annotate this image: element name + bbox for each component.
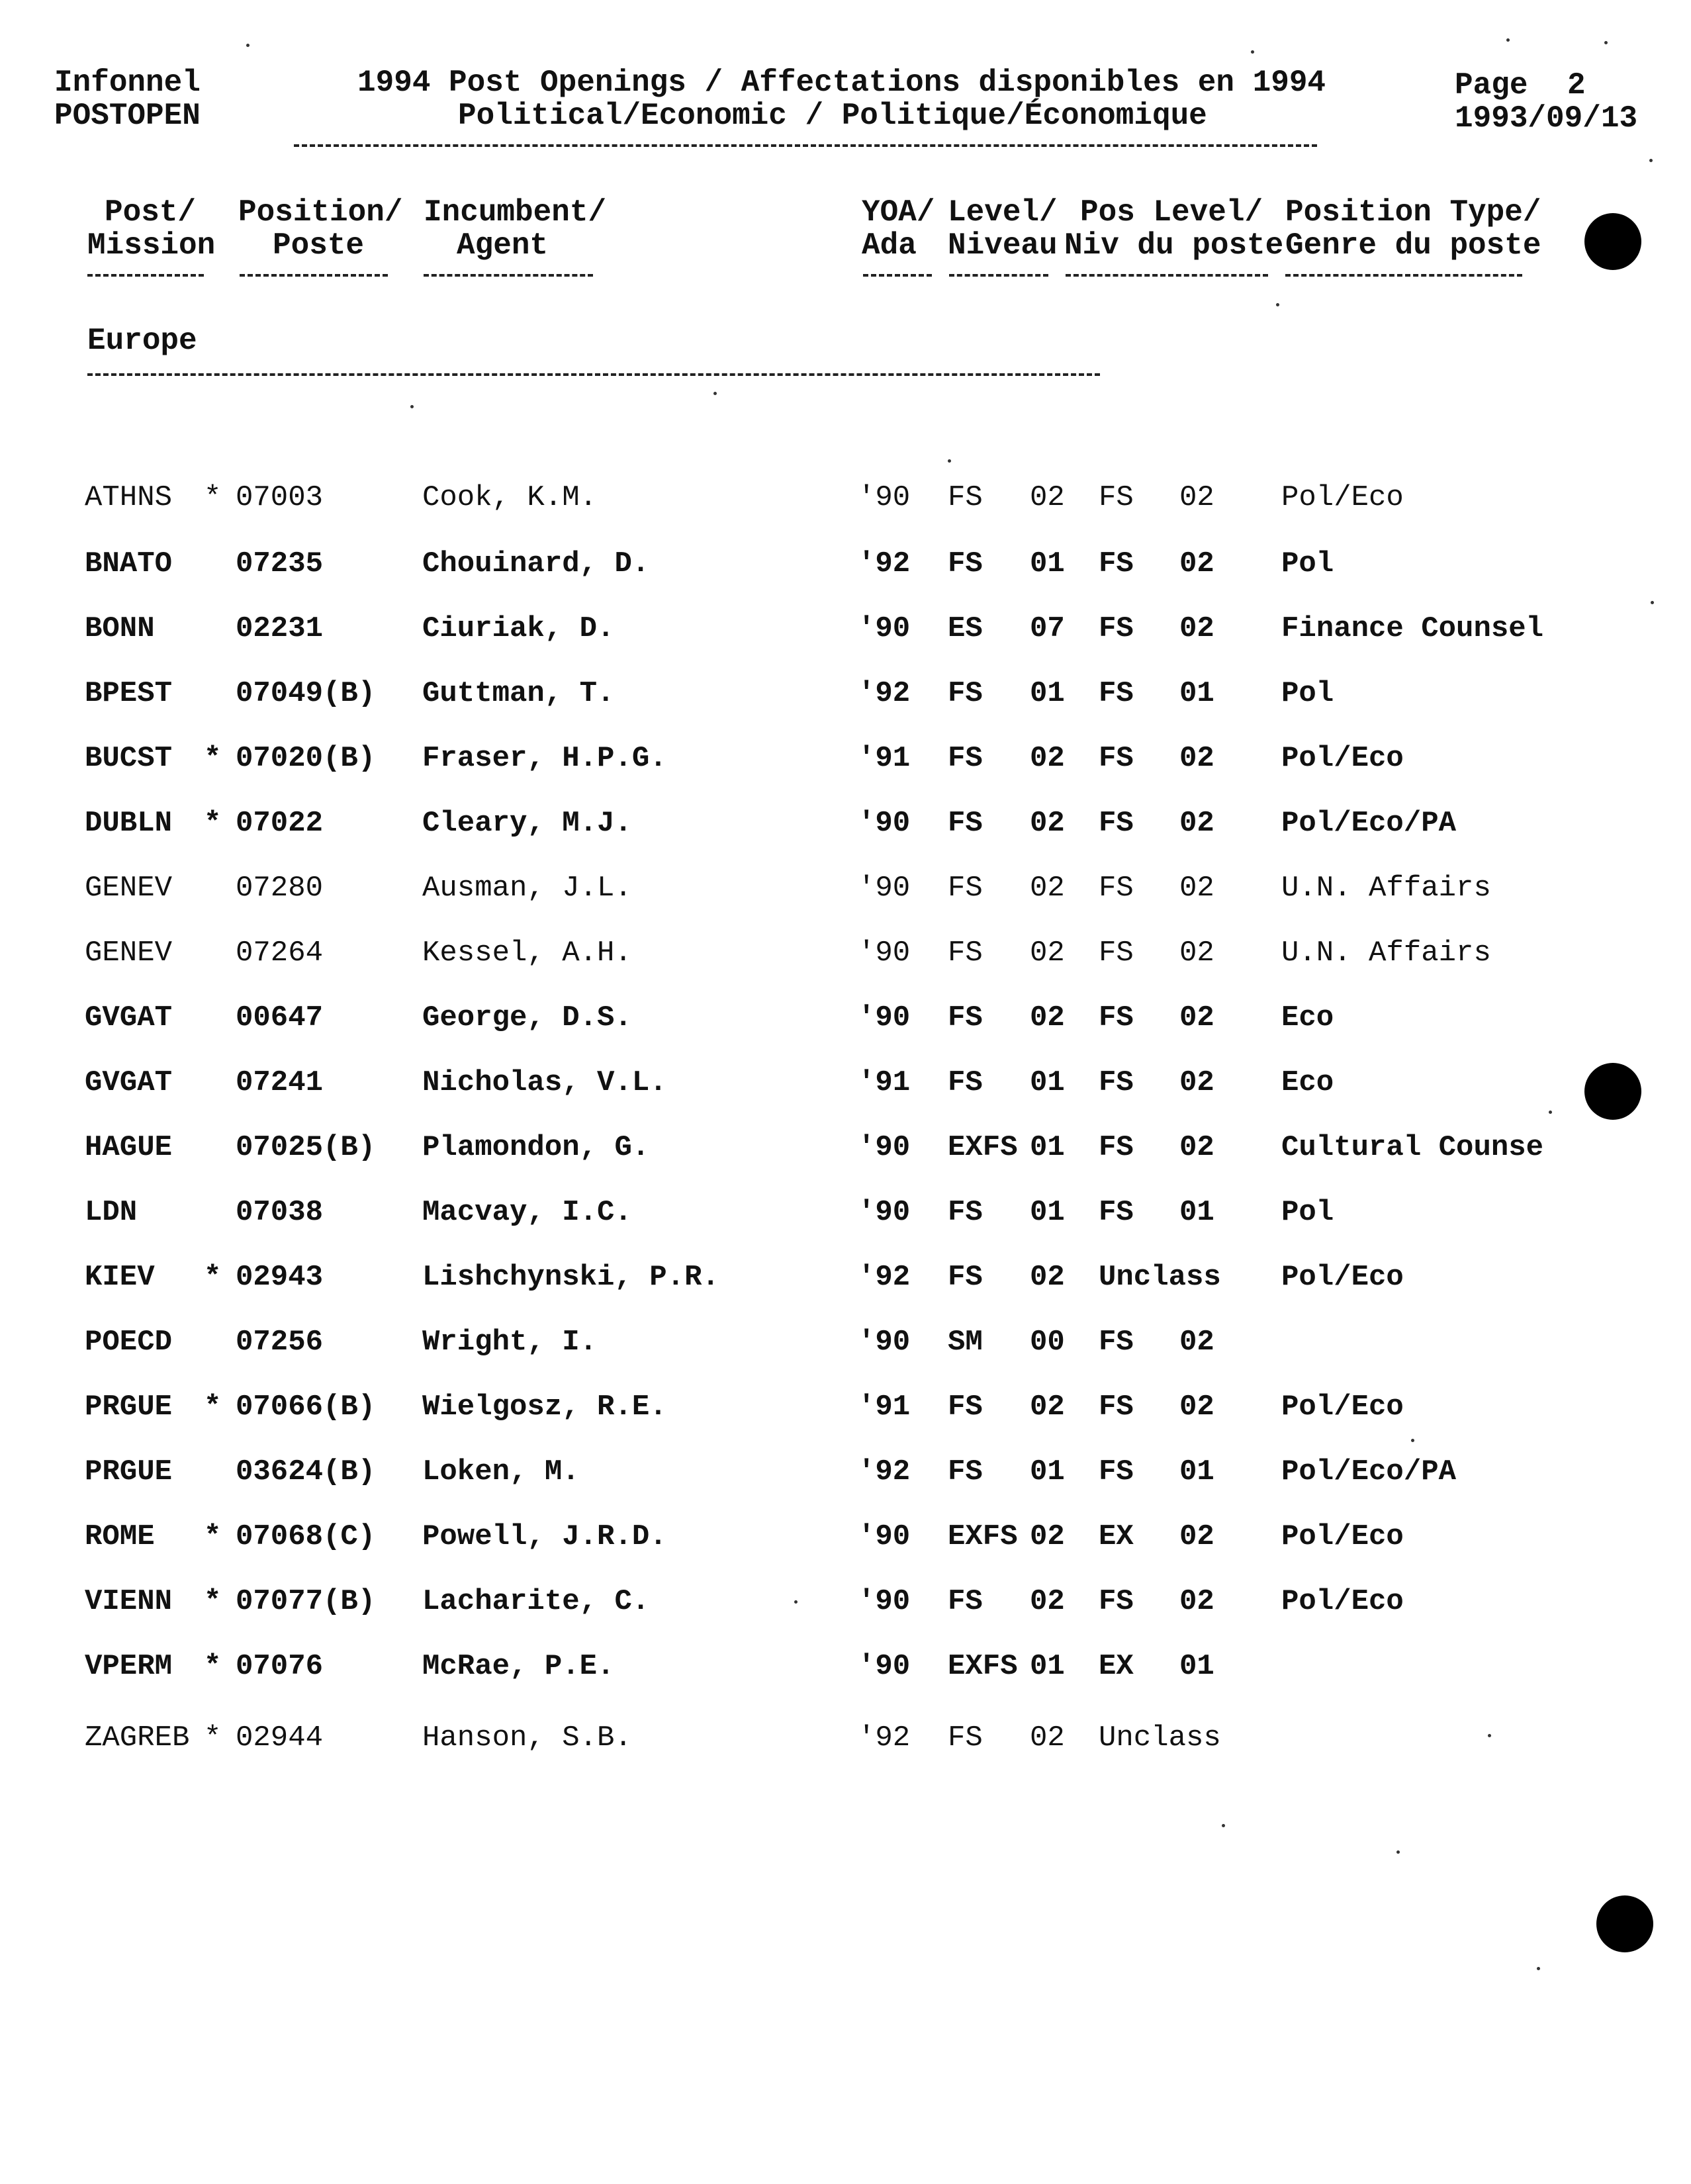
position-level-group: FS [1099, 936, 1134, 970]
incumbent-name: Cook, K.M. [422, 481, 598, 514]
page-label: Page [1455, 68, 1528, 103]
position-level-number: 02 [1179, 872, 1214, 905]
position-level-group: FS [1099, 1196, 1134, 1229]
scan-speck [1488, 1734, 1491, 1737]
post-code: ZAGREB [85, 1721, 190, 1754]
table-row [0, 478, 1691, 518]
col-yoa-fr: Ada [862, 228, 917, 263]
position-number: 07038 [236, 1196, 324, 1229]
title-underline [294, 144, 1317, 147]
post-code: GVGAT [85, 1001, 173, 1034]
level-group: ES [948, 612, 983, 645]
table-row [0, 609, 1691, 649]
incumbent-name: Kessel, A.H. [422, 936, 632, 970]
position-level-group: FS [1099, 807, 1134, 840]
col-position-fr: Poste [273, 228, 365, 263]
position-type: Pol/Eco [1281, 1390, 1404, 1424]
position-number: 07049(B) [236, 677, 376, 710]
position-level-number: 01 [1179, 1455, 1214, 1488]
table-row [0, 1647, 1691, 1686]
table-row [0, 1452, 1691, 1492]
position-type: U.N. Affairs [1281, 936, 1491, 970]
incumbent-name: George, D.S. [422, 1001, 632, 1034]
level-number: 02 [1030, 1585, 1065, 1618]
position-level-group: FS [1099, 1001, 1134, 1034]
position-type: Pol [1281, 1196, 1334, 1229]
position-level-group: FS [1099, 547, 1134, 580]
report-title: 1994 Post Openings / Affectations disponibles en 1994 [357, 66, 1326, 100]
position-level-number: 02 [1179, 547, 1214, 580]
position-level-number: 02 [1179, 1585, 1214, 1618]
level-number: 02 [1030, 872, 1065, 905]
page-number: 2 [1567, 68, 1586, 103]
position-level-group: Unclass [1099, 1721, 1221, 1754]
scan-speck [1537, 1967, 1540, 1970]
level-number: 02 [1030, 936, 1065, 970]
level-group: SM [948, 1326, 983, 1359]
level-number: 02 [1030, 481, 1065, 514]
year-of-assignment: '90 [858, 1196, 911, 1229]
position-level-number: 02 [1179, 742, 1214, 775]
scan-speck [1649, 159, 1653, 162]
scan-speck [1276, 303, 1279, 306]
col-post-rule [87, 274, 204, 277]
level-number: 01 [1030, 1131, 1065, 1164]
position-level-number: 02 [1179, 936, 1214, 970]
post-code: PRGUE [85, 1390, 173, 1424]
position-number: 07241 [236, 1066, 324, 1099]
scan-speck [1651, 601, 1654, 604]
year-of-assignment: '90 [858, 612, 911, 645]
incumbent-name: Ciuriak, D. [422, 612, 615, 645]
level-group: FS [948, 1455, 983, 1488]
position-number: 00647 [236, 1001, 324, 1034]
year-of-assignment: '90 [858, 481, 911, 514]
post-code: GENEV [85, 936, 173, 970]
post-code: VPERM [85, 1650, 173, 1683]
incumbent-name: Wright, I. [422, 1326, 598, 1359]
scan-speck [1506, 38, 1510, 42]
year-of-assignment: '92 [858, 1721, 911, 1754]
col-level-en: Level/ [948, 195, 1058, 230]
table-row [0, 674, 1691, 713]
scan-speck [410, 405, 414, 408]
level-number: 00 [1030, 1326, 1065, 1359]
col-position-rule [240, 274, 388, 277]
col-poslevel-en: Pos Level/ [1080, 195, 1263, 230]
position-level-number: 02 [1179, 481, 1214, 514]
flag-marker: * [204, 1650, 222, 1683]
position-type: Pol/Eco [1281, 1585, 1404, 1618]
scan-speck [1411, 1439, 1414, 1442]
level-group: FS [948, 1390, 983, 1424]
position-level-number: 01 [1179, 1196, 1214, 1229]
position-type: Cultural Counse [1281, 1131, 1544, 1164]
col-yoa-en: YOA/ [862, 195, 935, 230]
incumbent-name: Fraser, H.P.G. [422, 742, 667, 775]
position-type: Eco [1281, 1001, 1334, 1034]
position-type: Pol [1281, 677, 1334, 710]
punch-hole-top [1584, 213, 1641, 270]
position-type: Pol/Eco [1281, 742, 1404, 775]
punch-hole-middle [1584, 1063, 1641, 1120]
scan-speck [948, 459, 951, 463]
level-group: EXFS [948, 1131, 1018, 1164]
table-row [0, 1322, 1691, 1362]
system-name: Infonnel [54, 66, 201, 100]
position-number: 07280 [236, 872, 324, 905]
position-number: 07020(B) [236, 742, 376, 775]
year-of-assignment: '92 [858, 1455, 911, 1488]
table-row [0, 803, 1691, 843]
position-level-number: 02 [1179, 1520, 1214, 1553]
year-of-assignment: '92 [858, 677, 911, 710]
position-level-group: FS [1099, 612, 1134, 645]
position-number: 07235 [236, 547, 324, 580]
position-level-number: 01 [1179, 677, 1214, 710]
table-row [0, 1257, 1691, 1297]
position-level-group: FS [1099, 481, 1134, 514]
level-group: FS [948, 1196, 983, 1229]
level-number: 07 [1030, 612, 1065, 645]
position-number: 02943 [236, 1261, 324, 1294]
level-group: FS [948, 1001, 983, 1034]
post-code: BNATO [85, 547, 173, 580]
position-level-number: 02 [1179, 1390, 1214, 1424]
position-level-group: EX [1099, 1650, 1134, 1683]
level-number: 01 [1030, 547, 1065, 580]
position-level-group: FS [1099, 872, 1134, 905]
position-number: 07066(B) [236, 1390, 376, 1424]
year-of-assignment: '91 [858, 1066, 911, 1099]
level-group: FS [948, 547, 983, 580]
position-number: 07068(C) [236, 1520, 376, 1553]
scan-speck [1604, 41, 1608, 44]
position-level-number: 01 [1179, 1650, 1214, 1683]
incumbent-name: Lishchynski, P.R. [422, 1261, 719, 1294]
position-level-group: FS [1099, 677, 1134, 710]
year-of-assignment: '92 [858, 547, 911, 580]
position-number: 07025(B) [236, 1131, 376, 1164]
position-level-group: FS [1099, 1326, 1134, 1359]
year-of-assignment: '90 [858, 807, 911, 840]
level-group: EXFS [948, 1650, 1018, 1683]
col-yoa-rule [863, 274, 932, 277]
post-code: POECD [85, 1326, 173, 1359]
level-number: 01 [1030, 1196, 1065, 1229]
post-code: ATHNS [85, 481, 173, 514]
post-code: BONN [85, 612, 155, 645]
position-number: 07256 [236, 1326, 324, 1359]
year-of-assignment: '91 [858, 742, 911, 775]
col-type-rule [1285, 274, 1522, 277]
position-level-number: 02 [1179, 1066, 1214, 1099]
post-code: BPEST [85, 677, 173, 710]
post-code: HAGUE [85, 1131, 173, 1164]
year-of-assignment: '90 [858, 1650, 911, 1683]
position-type: Pol/Eco [1281, 1520, 1404, 1553]
position-type: Pol/Eco [1281, 1261, 1404, 1294]
level-group: FS [948, 936, 983, 970]
incumbent-name: McRae, P.E. [422, 1650, 615, 1683]
table-row [0, 1193, 1691, 1232]
incumbent-name: Lacharite, C. [422, 1585, 650, 1618]
incumbent-name: Macvay, I.C. [422, 1196, 632, 1229]
report-subtitle: Political/Economic / Politique/Économique [458, 99, 1207, 133]
position-number: 02944 [236, 1721, 324, 1754]
table-row [0, 1063, 1691, 1103]
col-level-rule [949, 274, 1048, 277]
post-code: GVGAT [85, 1066, 173, 1099]
level-number: 01 [1030, 1650, 1065, 1683]
scan-speck [713, 392, 717, 395]
level-group: FS [948, 481, 983, 514]
flag-marker: * [204, 1261, 222, 1294]
table-row [0, 544, 1691, 584]
level-group: FS [948, 1585, 983, 1618]
punch-hole-bottom [1596, 1895, 1653, 1952]
scan-speck [1396, 1850, 1400, 1854]
col-level-fr: Niveau [948, 228, 1058, 263]
incumbent-name: Wielgosz, R.E. [422, 1390, 667, 1424]
table-row [0, 1582, 1691, 1621]
position-level-group: FS [1099, 1455, 1134, 1488]
col-incumbent-rule [424, 274, 593, 277]
position-level-number: 02 [1179, 1326, 1214, 1359]
level-group: FS [948, 1721, 983, 1754]
scan-speck [1251, 50, 1254, 54]
incumbent-name: Loken, M. [422, 1455, 580, 1488]
section-heading: Europe [87, 324, 197, 358]
post-code: KIEV [85, 1261, 155, 1294]
scan-speck [1549, 1111, 1552, 1114]
position-type: Eco [1281, 1066, 1334, 1099]
level-number: 02 [1030, 1390, 1065, 1424]
col-incumbent-fr: Agent [457, 228, 549, 263]
position-level-group: FS [1099, 1131, 1134, 1164]
table-row [0, 1387, 1691, 1427]
scan-speck [246, 44, 250, 47]
level-number: 01 [1030, 1066, 1065, 1099]
col-post-en: Post/ [105, 195, 197, 230]
flag-marker: * [204, 1520, 222, 1553]
year-of-assignment: '90 [858, 1585, 911, 1618]
year-of-assignment: '90 [858, 1520, 911, 1553]
position-level-number: 02 [1179, 1001, 1214, 1034]
col-poslevel-rule [1066, 274, 1268, 277]
section-rule [87, 373, 1100, 376]
level-group: FS [948, 677, 983, 710]
level-group: FS [948, 1261, 983, 1294]
position-number: 07022 [236, 807, 324, 840]
position-type: Finance Counsel [1281, 612, 1544, 645]
flag-marker: * [204, 481, 222, 514]
col-poslevel-fr: Niv du poste [1064, 228, 1284, 263]
scan-speck [1222, 1824, 1225, 1827]
incumbent-name: Chouinard, D. [422, 547, 650, 580]
position-type: U.N. Affairs [1281, 872, 1491, 905]
level-group: EXFS [948, 1520, 1018, 1553]
level-number: 02 [1030, 1261, 1065, 1294]
position-level-number: 02 [1179, 807, 1214, 840]
col-type-fr: Genre du poste [1285, 228, 1541, 263]
table-row [0, 868, 1691, 908]
table-row [0, 1128, 1691, 1167]
report-date: 1993/09/13 [1455, 101, 1638, 136]
year-of-assignment: '92 [858, 1261, 911, 1294]
flag-marker: * [204, 1721, 222, 1754]
level-number: 02 [1030, 1721, 1065, 1754]
position-number: 07076 [236, 1650, 324, 1683]
flag-marker: * [204, 1585, 222, 1618]
level-number: 02 [1030, 807, 1065, 840]
year-of-assignment: '90 [858, 1001, 911, 1034]
position-level-number: 02 [1179, 612, 1214, 645]
year-of-assignment: '90 [858, 872, 911, 905]
table-row [0, 1517, 1691, 1557]
position-level-group: FS [1099, 1585, 1134, 1618]
position-level-group: FS [1099, 742, 1134, 775]
post-code: LDN [85, 1196, 138, 1229]
table-row [0, 998, 1691, 1038]
level-number: 02 [1030, 742, 1065, 775]
report-code: POSTOPEN [54, 99, 201, 133]
position-type: Pol [1281, 547, 1334, 580]
post-code: ROME [85, 1520, 155, 1553]
col-type-en: Position Type/ [1285, 195, 1541, 230]
position-level-group: FS [1099, 1390, 1134, 1424]
position-level-number: 02 [1179, 1131, 1214, 1164]
scan-speck [794, 1600, 798, 1604]
incumbent-name: Hanson, S.B. [422, 1721, 632, 1754]
table-row [0, 1718, 1691, 1758]
year-of-assignment: '90 [858, 936, 911, 970]
level-group: FS [948, 872, 983, 905]
level-number: 02 [1030, 1001, 1065, 1034]
table-row [0, 739, 1691, 778]
col-incumbent-en: Incumbent/ [424, 195, 607, 230]
incumbent-name: Powell, J.R.D. [422, 1520, 667, 1553]
position-type: Pol/Eco [1281, 481, 1404, 514]
flag-marker: * [204, 807, 222, 840]
incumbent-name: Plamondon, G. [422, 1131, 650, 1164]
year-of-assignment: '90 [858, 1326, 911, 1359]
post-code: GENEV [85, 872, 173, 905]
flag-marker: * [204, 742, 222, 775]
level-group: FS [948, 807, 983, 840]
level-group: FS [948, 742, 983, 775]
flag-marker: * [204, 1390, 222, 1424]
position-level-group: Unclass [1099, 1261, 1221, 1294]
position-number: 07264 [236, 936, 324, 970]
incumbent-name: Guttman, T. [422, 677, 615, 710]
position-number: 07077(B) [236, 1585, 376, 1618]
col-position-en: Position/ [238, 195, 403, 230]
position-type: Pol/Eco/PA [1281, 1455, 1457, 1488]
level-group: FS [948, 1066, 983, 1099]
position-level-group: EX [1099, 1520, 1134, 1553]
incumbent-name: Cleary, M.J. [422, 807, 632, 840]
level-number: 02 [1030, 1520, 1065, 1553]
level-number: 01 [1030, 677, 1065, 710]
post-code: PRGUE [85, 1455, 173, 1488]
incumbent-name: Nicholas, V.L. [422, 1066, 667, 1099]
post-code: VIENN [85, 1585, 173, 1618]
post-code: DUBLN [85, 807, 173, 840]
level-number: 01 [1030, 1455, 1065, 1488]
position-level-group: FS [1099, 1066, 1134, 1099]
table-row [0, 933, 1691, 973]
post-code: BUCST [85, 742, 173, 775]
position-number: 07003 [236, 481, 324, 514]
incumbent-name: Ausman, J.L. [422, 872, 632, 905]
position-number: 02231 [236, 612, 324, 645]
position-number: 03624(B) [236, 1455, 376, 1488]
year-of-assignment: '91 [858, 1390, 911, 1424]
position-type: Pol/Eco/PA [1281, 807, 1457, 840]
col-post-fr: Mission [87, 228, 216, 263]
year-of-assignment: '90 [858, 1131, 911, 1164]
